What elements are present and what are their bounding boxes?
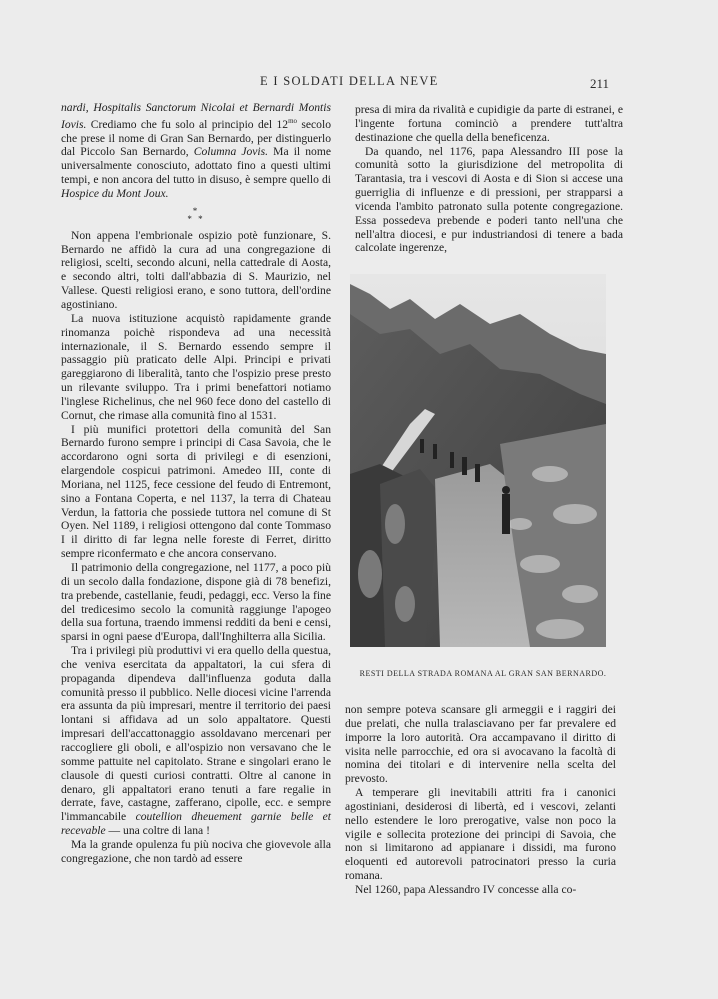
paragraph: I più munifici protettori della comunità del San Bernardo furono sempre i principi di Casa Savoia, che le accordarono ogni sorta di privilegi e di esenzioni, elargendole cospicui patrimoni. Amedeo III, conte di Moriana, nel 1125, fece cessione del feudo di Entremont, sino a Fontana Coperta, e nel 1137, la terra di Chateau Verdun, la fattoria che possiede tuttora nel comune di St Oyen. Nel 1189, i religiosi ottengono dal conte Tommaso I il diritto di far legna nelle foreste di Ferret, diritto sempre riconfermato e che ancora conservano. [61, 422, 331, 561]
paragraph [61, 101, 331, 201]
latin-name: nardi, Hospitalis Sanctorum Nicolai et Bernardi Montis Iovis. [61, 101, 331, 131]
text: Crediamo che fu solo al principio del 12 [86, 117, 289, 131]
section-separator: * * * [187, 205, 205, 224]
text: — una coltre di lana ! [105, 824, 210, 838]
latin-name: Columna Jovis. [193, 145, 269, 159]
figure-caption: RESTI DELLA STRADA ROMANA AL GRAN SAN BERNARDO. [359, 669, 607, 678]
page-number: 211 [590, 76, 610, 91]
paragraph: Nel 1260, papa Alessandro IV concesse alla co- [355, 882, 577, 896]
paragraph: A temperare gli inevitabili attriti fra i canonici agostiniani, desiderosi di libertà, ed i vescovi, zelanti nello estendere le loro prerogative, valse non poco la vigile e sollecita protezione dei principi di Savoia, che non si limitarono ad appianare i dissidi, ma furono eloquenti ed autorevoli patrocinatori presso la curia romana. [345, 786, 616, 883]
french-quote: coutellion dheuement garnie belle et recevable [61, 810, 332, 838]
text: Ma il nome universalmente conosciuto, adottato fino a questi ultimi tempi, e non ancora del tutto in disuso, è sempre quello di [61, 145, 331, 187]
left-column [61, 101, 331, 866]
photo-illustration [350, 274, 606, 647]
paragraph: Da quando, nel 1176, papa Alessandro III pose la comunità sotto la giurisdizione del metropolita di Tarantasia, tra i vescovi di Aosta e di Sion si accese una guerriglia di influenze e di pressioni, per strapparsi a vicenda l'ambito patronato sulla potente congregazione. Essa possedeva prebende e poderi tanto nell'una che nell'altra diocesi, e pur industriandosi di tenere a bada calcolate ingerenze, [355, 144, 623, 255]
paragraph: presa di mira da rivalità e cupidigie da parte di estranei, e l'ingente fortuna cominciò a prendere tutt'altra destinazione che quella della beneficenza. [355, 103, 623, 144]
paragraph: Non appena l'embrionale ospizio potè funzionare, S. Bernardo ne affidò la cura ad una congregazione di religiosi, scelti, secondo alcuni, nella cattedrale di Aosta, e secondo altri, tolti dall'abbazia di S. Maurizio, nel Vallese. Questi religiosi erano, e sono tuttora, dell'ordine agostiniano. [61, 228, 331, 311]
running-title: E I SOLDATI DELLA NEVE [260, 74, 439, 88]
paragraph: Ma la grande opulenza fu più nociva che giovevole alla congregazione, che non tardò ad essere [61, 837, 331, 865]
mountain-road-photo [350, 274, 606, 647]
text: Tra i privilegi più produttivi vi era quello della questua, che veniva esercitata da appaltatori, la cui sfera di propaganda dipendeva dall'influenza goduta dalla comunità presso il pubblico. Nelle diocesi vicine l'arrenda era assunta da più impresari, mentre il territorio dei paesi lontani si affidava ad un solo appaltatore. Questi impresari dell'accattonaggio assoldavano mercenari per raccogliere gli oboli, e all'ospizio non versavano che le somme pattuite nel capitolato. Strane e singolari erano le clausole di questi curiosi contratti. Oltre al canone in denaro, gli appaltatori erano tenuti a fare regalie in derrate, fave, castagne, zafferano, cipolle, ecc. e sempre l'immancabile [61, 644, 331, 824]
text: secolo che prese il nome di Gran San Bernardo, per distinguerlo dal Piccolo San Bernardo, [61, 117, 331, 159]
paragraph [61, 644, 331, 838]
superscript: mo [288, 116, 298, 125]
paragraph: Il patrimonio della congregazione, nel 1177, a poco più di un secolo dalla fondazione, dispone già di 78 benefizi, tra prebende, castellanie, feudi, pedaggi, ecc. Verso la fine del tredicesimo secolo la comunità raggiunge l'apogeo della sua fortuna, traendo immensi redditi da beni e censi, sparsi in ogni paese d'Europa, dall'Inghilterra alla Sicilia. [61, 561, 331, 644]
french-name: Hospice du Mont Joux. [61, 186, 169, 200]
paragraph: non sempre poteva scansare gli armeggii e i raggiri dei due prelati, che nulla tralasciavano per far prevalere ed imporre la loro autorità. Ora accampavano il diritto di visita nelle parrocchie, ed ora si avocavano la facoltà di nomina dei titolari e di intervenire nella scelta del prevosto. [345, 703, 616, 786]
right-column-top [355, 103, 623, 255]
paragraph: La nuova istituzione acquistò rapidamente grande rinomanza poichè rispondeva ad una necessità internazionale, il S. Bernardo essendo sempre il passaggio più praticato delle Alpi. Principi e privati gareggiarono di liberalità, tanto che l'ospizio prese presto un rilevante sviluppo. Tra i primi benefattori notiamo l'inglese Richelinus, che nel 960 fece dono del castello di Cornut, che rimase alla comunità fino al 1531. [61, 311, 331, 422]
right-column-bottom [345, 703, 616, 897]
